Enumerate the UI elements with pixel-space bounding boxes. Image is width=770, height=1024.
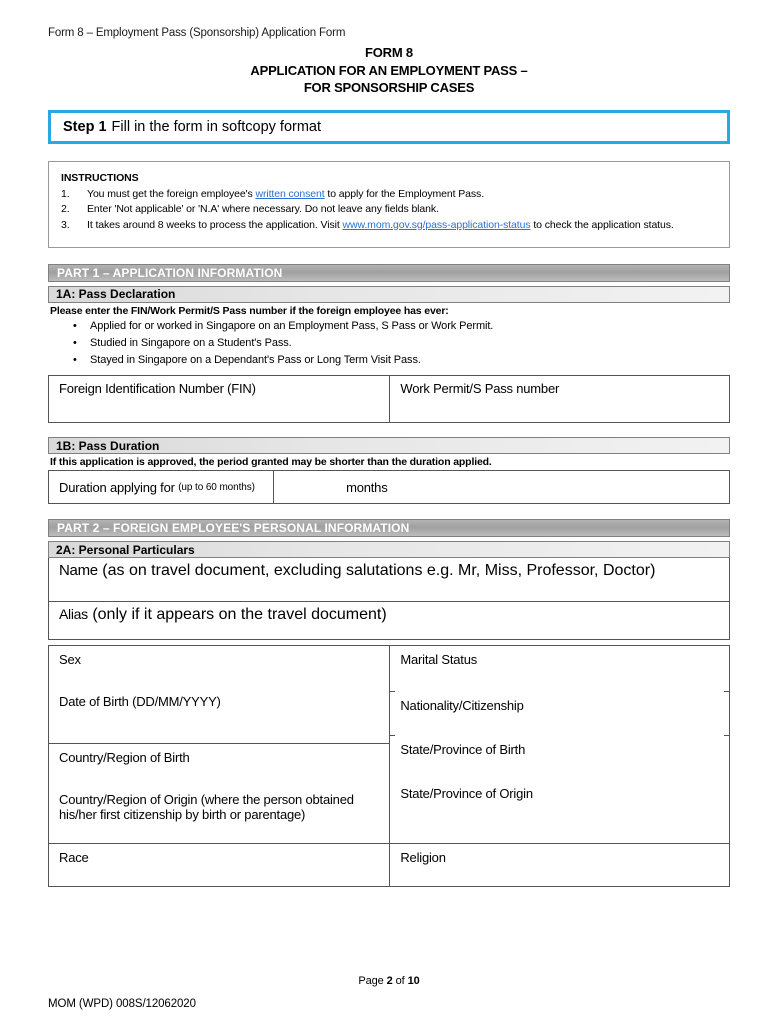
instruction-text-before: You must get the foreign employee's (87, 188, 256, 201)
nationality-label: Nationality/Citizenship (400, 698, 524, 714)
instruction-text (87, 187, 717, 202)
title-line-3: FOR SPONSORSHIP CASES (303, 79, 475, 95)
religion-cell[interactable] (390, 844, 729, 886)
alias-label: Alias (59, 606, 88, 623)
page-number-line (48, 975, 730, 987)
personal-particulars-right-column (390, 646, 729, 886)
race-label: Race (59, 850, 89, 866)
instruction-number: 3. (61, 218, 70, 231)
marital-status-label: Marital Status (400, 652, 478, 668)
state-of-origin-label: State/Province of Origin (400, 786, 533, 802)
title-line-2: APPLICATION FOR AN EMPLOYMENT PASS – (250, 62, 528, 78)
duration-months-wrap (274, 471, 729, 503)
instruction-number: 2. (61, 203, 70, 216)
instruction-text-after: to apply for the Employment Pass. (324, 188, 485, 201)
fin-label: Foreign Identification Number (FIN) (59, 381, 256, 397)
section-1a-header: 1A: Pass Declaration (48, 286, 730, 303)
part-1-header: PART 1 – APPLICATION INFORMATION (48, 264, 730, 282)
instruction-item (61, 187, 717, 202)
instruction-item (61, 202, 717, 217)
list-item: • Studied in Singapore on a Student's Pass. (90, 335, 730, 352)
running-header: Form 8 – Employment Pass (Sponsorship) Application Form (48, 27, 346, 39)
instruction-item (61, 218, 717, 233)
state-of-birth-cell[interactable] (390, 736, 729, 780)
list-item: • Stayed in Singapore on a Dependant's Pass or Long Term Visit Pass. (90, 352, 730, 369)
pass-application-status-link[interactable]: www.mom.gov.sg/pass-application-status (342, 218, 531, 231)
nationality-cell[interactable] (390, 692, 729, 736)
part-2-header: PART 2 – FOREIGN EMPLOYEE'S PERSONAL INFORMATION (48, 519, 730, 537)
work-permit-cell[interactable] (390, 376, 729, 422)
marital-status-cell[interactable] (390, 646, 729, 692)
country-of-birth-cell[interactable] (49, 744, 389, 786)
name-alias-table (48, 558, 730, 640)
written-consent-link[interactable]: written consent (255, 188, 325, 201)
sex-cell[interactable] (49, 646, 389, 688)
page-number: 2 (386, 975, 393, 987)
name-label: Name (59, 562, 98, 580)
duration-hint: (up to 60 months) (178, 481, 255, 493)
page-title (48, 44, 730, 96)
religion-label: Religion (400, 850, 446, 866)
sex-label: Sex (59, 652, 81, 668)
instruction-number: 1. (61, 188, 70, 201)
step-1-callout (48, 110, 730, 144)
date-of-birth-label: Date of Birth (59, 694, 129, 710)
section-1b-note: If this application is approved, the period granted may be shorter than the duration applied. (50, 456, 492, 469)
instruction-text-after: to check the application status. (530, 218, 674, 231)
fin-work-permit-table (48, 375, 730, 423)
step-label: Step 1 (63, 119, 107, 136)
instruction-text (87, 218, 717, 233)
date-of-birth-cell[interactable] (49, 688, 389, 744)
section-2a-header: 2A: Personal Particulars (48, 541, 730, 558)
page-prefix: Page (358, 975, 387, 987)
country-of-origin-hint: (where the person obtained his/her first citizenship by birth or parentage) (59, 792, 354, 823)
list-item: • Applied for or worked in Singapore on an Employment Pass, S Pass or Work Permit. (90, 318, 730, 335)
alias-hint: (only if it appears on the travel document) (92, 606, 387, 624)
page-footer (48, 975, 730, 1010)
name-row[interactable] (49, 558, 729, 602)
page-total: 10 (407, 975, 420, 987)
section-1a-lead: Please enter the FIN/Work Permit/S Pass number if the foreign employee has ever: (50, 304, 449, 317)
work-permit-label: Work Permit/S Pass number (400, 381, 560, 397)
alias-row[interactable] (49, 602, 729, 639)
race-cell[interactable] (49, 844, 389, 886)
date-of-birth-hint: (DD/MM/YYYY) (132, 694, 221, 710)
instruction-text: Enter 'Not applicable' or 'N.A' where necessary. Do not leave any fields blank. (87, 203, 439, 216)
country-of-origin-cell[interactable] (49, 786, 389, 844)
country-of-origin-label: Country/Region of Origin (59, 792, 198, 808)
name-hint: (as on travel document, excluding salutations e.g. Mr, Miss, Professor, Doctor) (102, 562, 656, 580)
form-code: MOM (WPD) 008S/12062020 (48, 998, 196, 1010)
months-label: months (346, 479, 388, 495)
duration-label-wrap (49, 471, 273, 503)
personal-particulars-left-column (49, 646, 390, 886)
personal-particulars-table (48, 645, 730, 887)
instructions-box (48, 161, 730, 248)
instructions-title: INSTRUCTIONS (61, 172, 139, 185)
step-text: Fill in the form in softcopy format (111, 119, 322, 136)
fin-cell[interactable] (49, 376, 390, 422)
state-of-origin-cell[interactable] (390, 780, 729, 844)
country-of-birth-label: Country/Region of Birth (59, 750, 190, 766)
title-line-1: FORM 8 (365, 45, 413, 61)
duration-label: Duration applying for (59, 479, 175, 495)
duration-label-cell (49, 471, 274, 503)
section-1b-header: 1B: Pass Duration (48, 437, 730, 454)
duration-input-cell[interactable] (274, 471, 729, 503)
pass-declaration-bullets (48, 318, 730, 369)
instruction-text-before: It takes around 8 weeks to process the application. Visit (87, 218, 343, 231)
page-mid: of (392, 975, 408, 987)
pass-duration-table (48, 470, 730, 504)
state-of-birth-label: State/Province of Birth (400, 742, 526, 758)
